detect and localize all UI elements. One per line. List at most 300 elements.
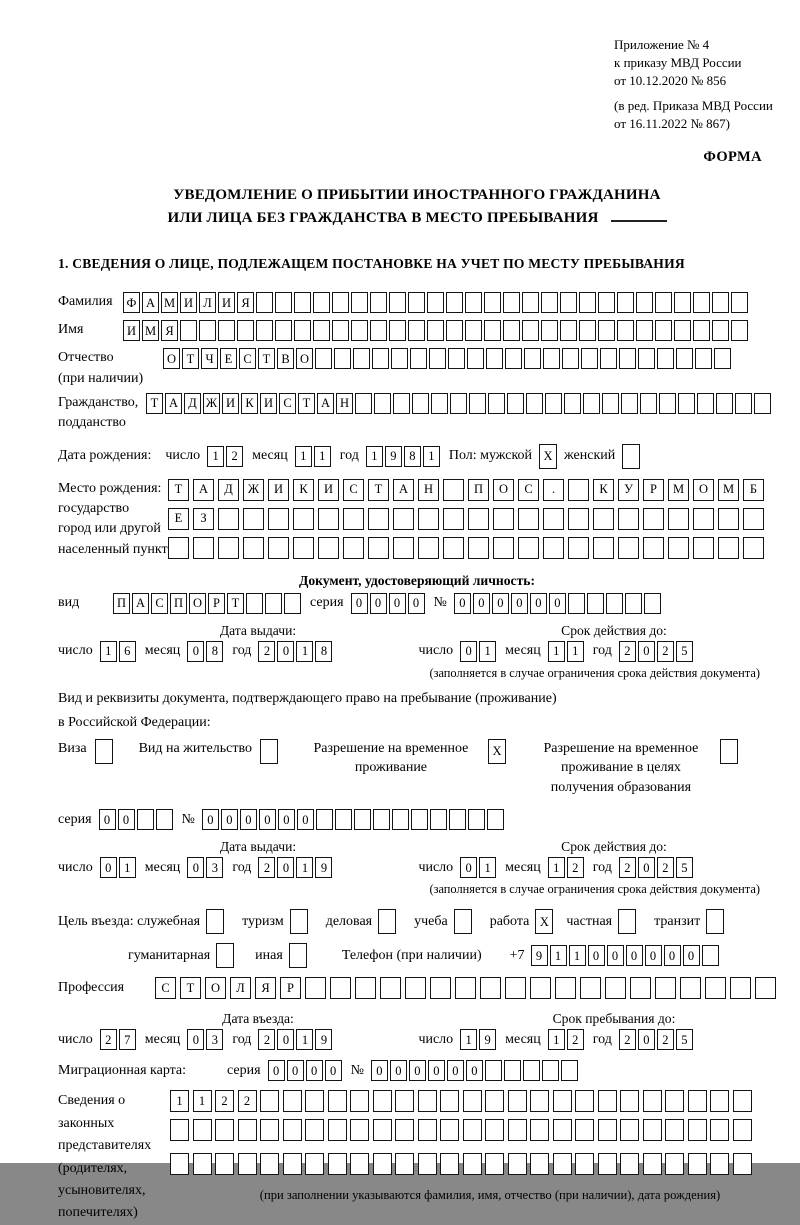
form-cell[interactable] <box>523 1060 540 1081</box>
form-cell[interactable] <box>215 1119 234 1141</box>
form-cell[interactable]: 2 <box>238 1090 257 1112</box>
form-cell[interactable]: 0 <box>118 809 135 830</box>
form-cell[interactable] <box>560 292 577 313</box>
form-cell[interactable] <box>542 1060 559 1081</box>
form-cell[interactable] <box>485 1090 504 1112</box>
form-cell[interactable] <box>655 292 672 313</box>
form-cell[interactable]: Я <box>161 320 178 341</box>
form-cell[interactable]: . <box>543 479 564 501</box>
form-cell[interactable]: 9 <box>531 945 548 966</box>
form-cell[interactable]: Т <box>298 393 315 414</box>
form-cell[interactable]: 8 <box>404 446 421 467</box>
form-cell[interactable]: 1 <box>567 641 584 662</box>
form-cell[interactable]: Т <box>368 479 389 501</box>
form-cell[interactable] <box>328 1090 347 1112</box>
form-cell[interactable] <box>408 292 425 313</box>
form-cell[interactable] <box>564 393 581 414</box>
form-cell[interactable] <box>693 320 710 341</box>
form-cell[interactable]: 1 <box>296 641 313 662</box>
form-cell[interactable]: А <box>193 479 214 501</box>
form-cell[interactable] <box>440 1119 459 1141</box>
form-cell[interactable]: 0 <box>389 593 406 614</box>
form-cell[interactable] <box>733 1119 752 1141</box>
form-cell[interactable] <box>621 393 638 414</box>
form-cell[interactable] <box>668 508 689 530</box>
form-cell[interactable] <box>156 809 173 830</box>
form-cell[interactable]: К <box>593 479 614 501</box>
form-cell[interactable]: 0 <box>221 809 238 830</box>
form-cell[interactable]: 0 <box>187 857 204 878</box>
form-cell[interactable]: И <box>222 393 239 414</box>
form-cell[interactable] <box>332 320 349 341</box>
form-cell[interactable] <box>260 1119 279 1141</box>
checkbox-rabota[interactable]: X <box>535 909 553 934</box>
form-cell[interactable] <box>665 1119 684 1141</box>
form-cell[interactable] <box>617 292 634 313</box>
form-cell[interactable] <box>408 320 425 341</box>
form-cell[interactable]: А <box>317 393 334 414</box>
form-cell[interactable]: 1 <box>423 446 440 467</box>
form-cell[interactable] <box>293 537 314 559</box>
form-cell[interactable] <box>448 348 465 369</box>
checkbox-vnzh[interactable] <box>260 739 278 764</box>
form-cell[interactable]: А <box>132 593 149 614</box>
form-cell[interactable]: Я <box>255 977 276 999</box>
form-cell[interactable]: И <box>318 479 339 501</box>
form-cell[interactable]: 5 <box>676 857 693 878</box>
form-cell[interactable] <box>380 977 401 999</box>
form-cell[interactable] <box>618 537 639 559</box>
form-cell[interactable] <box>543 508 564 530</box>
form-cell[interactable] <box>553 1153 572 1175</box>
form-cell[interactable]: 1 <box>119 857 136 878</box>
form-cell[interactable]: 1 <box>207 446 224 467</box>
form-cell[interactable]: К <box>241 393 258 414</box>
form-cell[interactable] <box>643 537 664 559</box>
checkbox-female[interactable] <box>622 444 640 469</box>
form-cell[interactable] <box>714 348 731 369</box>
form-cell[interactable] <box>575 1090 594 1112</box>
form-cell[interactable] <box>579 320 596 341</box>
form-cell[interactable] <box>644 593 661 614</box>
form-cell[interactable] <box>541 320 558 341</box>
form-cell[interactable] <box>568 537 589 559</box>
form-cell[interactable] <box>318 537 339 559</box>
form-cell[interactable]: С <box>518 479 539 501</box>
form-cell[interactable] <box>710 1153 729 1175</box>
form-cell[interactable] <box>199 320 216 341</box>
form-cell[interactable] <box>562 348 579 369</box>
form-cell[interactable]: 2 <box>215 1090 234 1112</box>
form-cell[interactable] <box>545 393 562 414</box>
form-cell[interactable] <box>411 809 428 830</box>
form-cell[interactable] <box>328 1119 347 1141</box>
form-cell[interactable]: С <box>343 479 364 501</box>
form-cell[interactable] <box>598 1153 617 1175</box>
form-cell[interactable] <box>508 1090 527 1112</box>
form-cell[interactable]: 2 <box>619 857 636 878</box>
form-cell[interactable] <box>418 1119 437 1141</box>
form-cell[interactable]: С <box>151 593 168 614</box>
form-cell[interactable]: 3 <box>206 1029 223 1050</box>
form-cell[interactable] <box>695 348 712 369</box>
form-cell[interactable]: 0 <box>371 1060 388 1081</box>
form-cell[interactable] <box>392 809 409 830</box>
form-cell[interactable] <box>246 593 263 614</box>
form-cell[interactable]: 2 <box>657 857 674 878</box>
form-cell[interactable] <box>193 1153 212 1175</box>
form-cell[interactable] <box>315 348 332 369</box>
form-cell[interactable]: С <box>155 977 176 999</box>
form-cell[interactable]: 1 <box>548 641 565 662</box>
form-cell[interactable]: 0 <box>277 1029 294 1050</box>
form-cell[interactable] <box>503 292 520 313</box>
form-cell[interactable] <box>353 348 370 369</box>
form-cell[interactable] <box>530 1119 549 1141</box>
form-cell[interactable] <box>526 393 543 414</box>
form-cell[interactable]: 2 <box>226 446 243 467</box>
form-cell[interactable] <box>370 320 387 341</box>
form-cell[interactable]: 2 <box>619 1029 636 1050</box>
form-cell[interactable] <box>354 809 371 830</box>
form-cell[interactable]: 0 <box>277 641 294 662</box>
form-cell[interactable]: Ж <box>243 479 264 501</box>
form-cell[interactable]: 7 <box>119 1029 136 1050</box>
form-cell[interactable] <box>193 1119 212 1141</box>
form-cell[interactable] <box>218 320 235 341</box>
form-cell[interactable]: 0 <box>645 945 662 966</box>
form-cell[interactable] <box>493 537 514 559</box>
form-cell[interactable] <box>484 320 501 341</box>
form-cell[interactable] <box>463 1090 482 1112</box>
form-cell[interactable]: 0 <box>287 1060 304 1081</box>
form-cell[interactable]: 2 <box>657 1029 674 1050</box>
form-cell[interactable]: 0 <box>351 593 368 614</box>
form-cell[interactable]: 1 <box>479 641 496 662</box>
form-cell[interactable]: 9 <box>315 857 332 878</box>
form-cell[interactable] <box>427 292 444 313</box>
form-cell[interactable]: Л <box>199 292 216 313</box>
form-cell[interactable] <box>468 508 489 530</box>
form-cell[interactable] <box>372 348 389 369</box>
form-cell[interactable] <box>268 508 289 530</box>
form-cell[interactable] <box>355 977 376 999</box>
form-cell[interactable] <box>636 292 653 313</box>
form-cell[interactable] <box>620 1153 639 1175</box>
form-cell[interactable] <box>702 945 719 966</box>
form-cell[interactable] <box>568 479 589 501</box>
form-cell[interactable]: 1 <box>366 446 383 467</box>
form-cell[interactable]: Е <box>220 348 237 369</box>
form-cell[interactable] <box>580 977 601 999</box>
form-cell[interactable] <box>373 1119 392 1141</box>
form-cell[interactable] <box>638 348 655 369</box>
form-cell[interactable] <box>180 320 197 341</box>
form-cell[interactable] <box>328 1153 347 1175</box>
form-cell[interactable] <box>418 1090 437 1112</box>
form-cell[interactable] <box>655 977 676 999</box>
form-cell[interactable]: 0 <box>588 945 605 966</box>
checkbox-chastnaya[interactable] <box>618 909 636 934</box>
form-cell[interactable] <box>467 348 484 369</box>
form-cell[interactable] <box>593 508 614 530</box>
form-cell[interactable]: 0 <box>460 641 477 662</box>
form-cell[interactable] <box>655 320 672 341</box>
form-cell[interactable] <box>710 1119 729 1141</box>
form-cell[interactable] <box>351 320 368 341</box>
form-cell[interactable] <box>283 1119 302 1141</box>
form-cell[interactable]: М <box>718 479 739 501</box>
form-cell[interactable]: 0 <box>511 593 528 614</box>
form-cell[interactable] <box>446 292 463 313</box>
form-cell[interactable] <box>193 537 214 559</box>
form-cell[interactable]: П <box>468 479 489 501</box>
form-cell[interactable] <box>430 977 451 999</box>
form-cell[interactable] <box>343 508 364 530</box>
form-cell[interactable]: 2 <box>100 1029 117 1050</box>
form-cell[interactable] <box>243 508 264 530</box>
form-cell[interactable]: 0 <box>408 593 425 614</box>
form-cell[interactable] <box>393 537 414 559</box>
form-cell[interactable] <box>449 809 466 830</box>
form-cell[interactable] <box>754 393 771 414</box>
form-cell[interactable]: И <box>268 479 289 501</box>
form-cell[interactable] <box>330 977 351 999</box>
form-cell[interactable] <box>716 393 733 414</box>
form-cell[interactable]: 9 <box>385 446 402 467</box>
form-cell[interactable] <box>712 320 729 341</box>
form-cell[interactable] <box>530 1153 549 1175</box>
form-cell[interactable]: Я <box>237 292 254 313</box>
form-cell[interactable]: Т <box>182 348 199 369</box>
form-cell[interactable] <box>555 977 576 999</box>
form-cell[interactable]: 8 <box>315 641 332 662</box>
form-cell[interactable]: Р <box>280 977 301 999</box>
form-cell[interactable] <box>602 393 619 414</box>
form-cell[interactable] <box>693 508 714 530</box>
form-cell[interactable] <box>395 1119 414 1141</box>
form-cell[interactable]: 1 <box>479 857 496 878</box>
form-cell[interactable]: 1 <box>314 446 331 467</box>
form-cell[interactable] <box>505 348 522 369</box>
form-cell[interactable]: О <box>296 348 313 369</box>
form-cell[interactable] <box>665 1090 684 1112</box>
form-cell[interactable] <box>598 292 615 313</box>
form-cell[interactable] <box>524 348 541 369</box>
form-cell[interactable] <box>617 320 634 341</box>
form-cell[interactable] <box>313 292 330 313</box>
form-cell[interactable] <box>598 320 615 341</box>
form-cell[interactable]: 1 <box>550 945 567 966</box>
form-cell[interactable]: З <box>193 508 214 530</box>
form-cell[interactable] <box>443 479 464 501</box>
form-cell[interactable]: О <box>493 479 514 501</box>
checkbox-male[interactable]: X <box>539 444 557 469</box>
form-cell[interactable]: Д <box>184 393 201 414</box>
checkbox-tranzit[interactable] <box>706 909 724 934</box>
form-cell[interactable]: М <box>161 292 178 313</box>
form-cell[interactable] <box>334 348 351 369</box>
form-cell[interactable]: 0 <box>638 641 655 662</box>
form-cell[interactable]: 5 <box>676 641 693 662</box>
form-cell[interactable] <box>598 1119 617 1141</box>
checkbox-gumanitarnaya[interactable] <box>216 943 234 968</box>
form-cell[interactable] <box>238 1119 257 1141</box>
form-cell[interactable]: 2 <box>567 857 584 878</box>
form-cell[interactable]: У <box>618 479 639 501</box>
form-cell[interactable]: 2 <box>258 1029 275 1050</box>
form-cell[interactable]: 1 <box>548 857 565 878</box>
form-cell[interactable] <box>137 809 154 830</box>
form-cell[interactable] <box>427 320 444 341</box>
form-cell[interactable] <box>316 809 333 830</box>
form-cell[interactable] <box>731 320 748 341</box>
form-cell[interactable]: Ч <box>201 348 218 369</box>
form-cell[interactable]: 0 <box>202 809 219 830</box>
form-cell[interactable] <box>418 1153 437 1175</box>
form-cell[interactable]: 0 <box>626 945 643 966</box>
form-cell[interactable]: 2 <box>657 641 674 662</box>
form-cell[interactable] <box>618 508 639 530</box>
form-cell[interactable] <box>733 1153 752 1175</box>
form-cell[interactable] <box>283 1090 302 1112</box>
form-cell[interactable] <box>568 593 585 614</box>
form-cell[interactable] <box>636 320 653 341</box>
form-cell[interactable] <box>350 1153 369 1175</box>
form-cell[interactable]: 0 <box>409 1060 426 1081</box>
form-cell[interactable]: 0 <box>638 857 655 878</box>
checkbox-rvp[interactable]: X <box>488 739 506 764</box>
form-cell[interactable] <box>518 537 539 559</box>
form-cell[interactable]: 0 <box>278 809 295 830</box>
form-cell[interactable] <box>678 393 695 414</box>
form-cell[interactable]: 0 <box>492 593 509 614</box>
form-cell[interactable] <box>480 977 501 999</box>
checkbox-rvp-edu[interactable] <box>720 739 738 764</box>
form-cell[interactable] <box>465 320 482 341</box>
form-cell[interactable]: Т <box>180 977 201 999</box>
form-cell[interactable]: 0 <box>549 593 566 614</box>
form-cell[interactable] <box>284 593 301 614</box>
form-cell[interactable] <box>215 1153 234 1175</box>
form-cell[interactable]: 2 <box>619 641 636 662</box>
form-cell[interactable]: 0 <box>428 1060 445 1081</box>
form-cell[interactable] <box>168 537 189 559</box>
form-cell[interactable]: А <box>142 292 159 313</box>
form-cell[interactable] <box>265 593 282 614</box>
form-cell[interactable] <box>218 508 239 530</box>
form-cell[interactable]: Т <box>168 479 189 501</box>
form-cell[interactable] <box>659 393 676 414</box>
form-cell[interactable] <box>412 393 429 414</box>
form-cell[interactable]: 8 <box>206 641 223 662</box>
form-cell[interactable]: 0 <box>638 1029 655 1050</box>
form-cell[interactable] <box>440 1090 459 1112</box>
form-cell[interactable]: Е <box>168 508 189 530</box>
form-cell[interactable]: 0 <box>99 809 116 830</box>
form-cell[interactable] <box>318 508 339 530</box>
form-cell[interactable] <box>688 1090 707 1112</box>
form-cell[interactable] <box>575 1153 594 1175</box>
form-cell[interactable]: 2 <box>258 857 275 878</box>
form-cell[interactable]: 1 <box>460 1029 477 1050</box>
form-cell[interactable] <box>755 977 776 999</box>
form-cell[interactable] <box>705 977 726 999</box>
form-cell[interactable] <box>735 393 752 414</box>
form-cell[interactable] <box>405 977 426 999</box>
form-cell[interactable] <box>370 292 387 313</box>
form-cell[interactable]: 0 <box>187 641 204 662</box>
form-cell[interactable] <box>389 292 406 313</box>
form-cell[interactable]: 0 <box>664 945 681 966</box>
form-cell[interactable] <box>487 809 504 830</box>
form-cell[interactable] <box>581 348 598 369</box>
form-cell[interactable]: П <box>113 593 130 614</box>
form-cell[interactable]: 1 <box>569 945 586 966</box>
form-cell[interactable]: К <box>293 479 314 501</box>
form-cell[interactable]: 0 <box>297 809 314 830</box>
form-cell[interactable]: 9 <box>315 1029 332 1050</box>
form-cell[interactable] <box>543 348 560 369</box>
form-cell[interactable] <box>553 1090 572 1112</box>
form-cell[interactable] <box>508 1119 527 1141</box>
form-cell[interactable] <box>431 393 448 414</box>
form-cell[interactable]: 0 <box>306 1060 323 1081</box>
form-cell[interactable]: 3 <box>206 857 223 878</box>
form-cell[interactable] <box>418 537 439 559</box>
form-cell[interactable]: В <box>277 348 294 369</box>
form-cell[interactable]: Л <box>230 977 251 999</box>
form-cell[interactable] <box>275 320 292 341</box>
form-cell[interactable] <box>368 537 389 559</box>
form-cell[interactable] <box>294 292 311 313</box>
form-cell[interactable]: О <box>693 479 714 501</box>
form-cell[interactable] <box>373 1153 392 1175</box>
form-cell[interactable] <box>493 508 514 530</box>
form-cell[interactable]: 0 <box>240 809 257 830</box>
form-cell[interactable] <box>620 1119 639 1141</box>
checkbox-sluzhebnaya[interactable] <box>206 909 224 934</box>
form-cell[interactable] <box>237 320 254 341</box>
form-cell[interactable] <box>731 292 748 313</box>
form-cell[interactable]: О <box>189 593 206 614</box>
form-cell[interactable]: 1 <box>295 446 312 467</box>
form-cell[interactable]: 9 <box>479 1029 496 1050</box>
form-cell[interactable] <box>605 977 626 999</box>
form-cell[interactable] <box>463 1119 482 1141</box>
form-cell[interactable] <box>484 292 501 313</box>
form-cell[interactable] <box>518 508 539 530</box>
form-cell[interactable]: 0 <box>187 1029 204 1050</box>
form-cell[interactable]: Н <box>418 479 439 501</box>
form-cell[interactable] <box>743 537 764 559</box>
form-cell[interactable] <box>468 809 485 830</box>
form-cell[interactable] <box>625 593 642 614</box>
form-cell[interactable]: 1 <box>296 1029 313 1050</box>
form-cell[interactable] <box>504 1060 521 1081</box>
form-cell[interactable] <box>668 537 689 559</box>
form-cell[interactable] <box>560 320 577 341</box>
form-cell[interactable]: А <box>393 479 414 501</box>
form-cell[interactable] <box>238 1153 257 1175</box>
form-cell[interactable] <box>583 393 600 414</box>
form-cell[interactable]: Т <box>227 593 244 614</box>
form-cell[interactable]: 0 <box>607 945 624 966</box>
form-cell[interactable]: 0 <box>370 593 387 614</box>
form-cell[interactable] <box>170 1119 189 1141</box>
form-cell[interactable] <box>643 1153 662 1175</box>
form-cell[interactable]: А <box>165 393 182 414</box>
